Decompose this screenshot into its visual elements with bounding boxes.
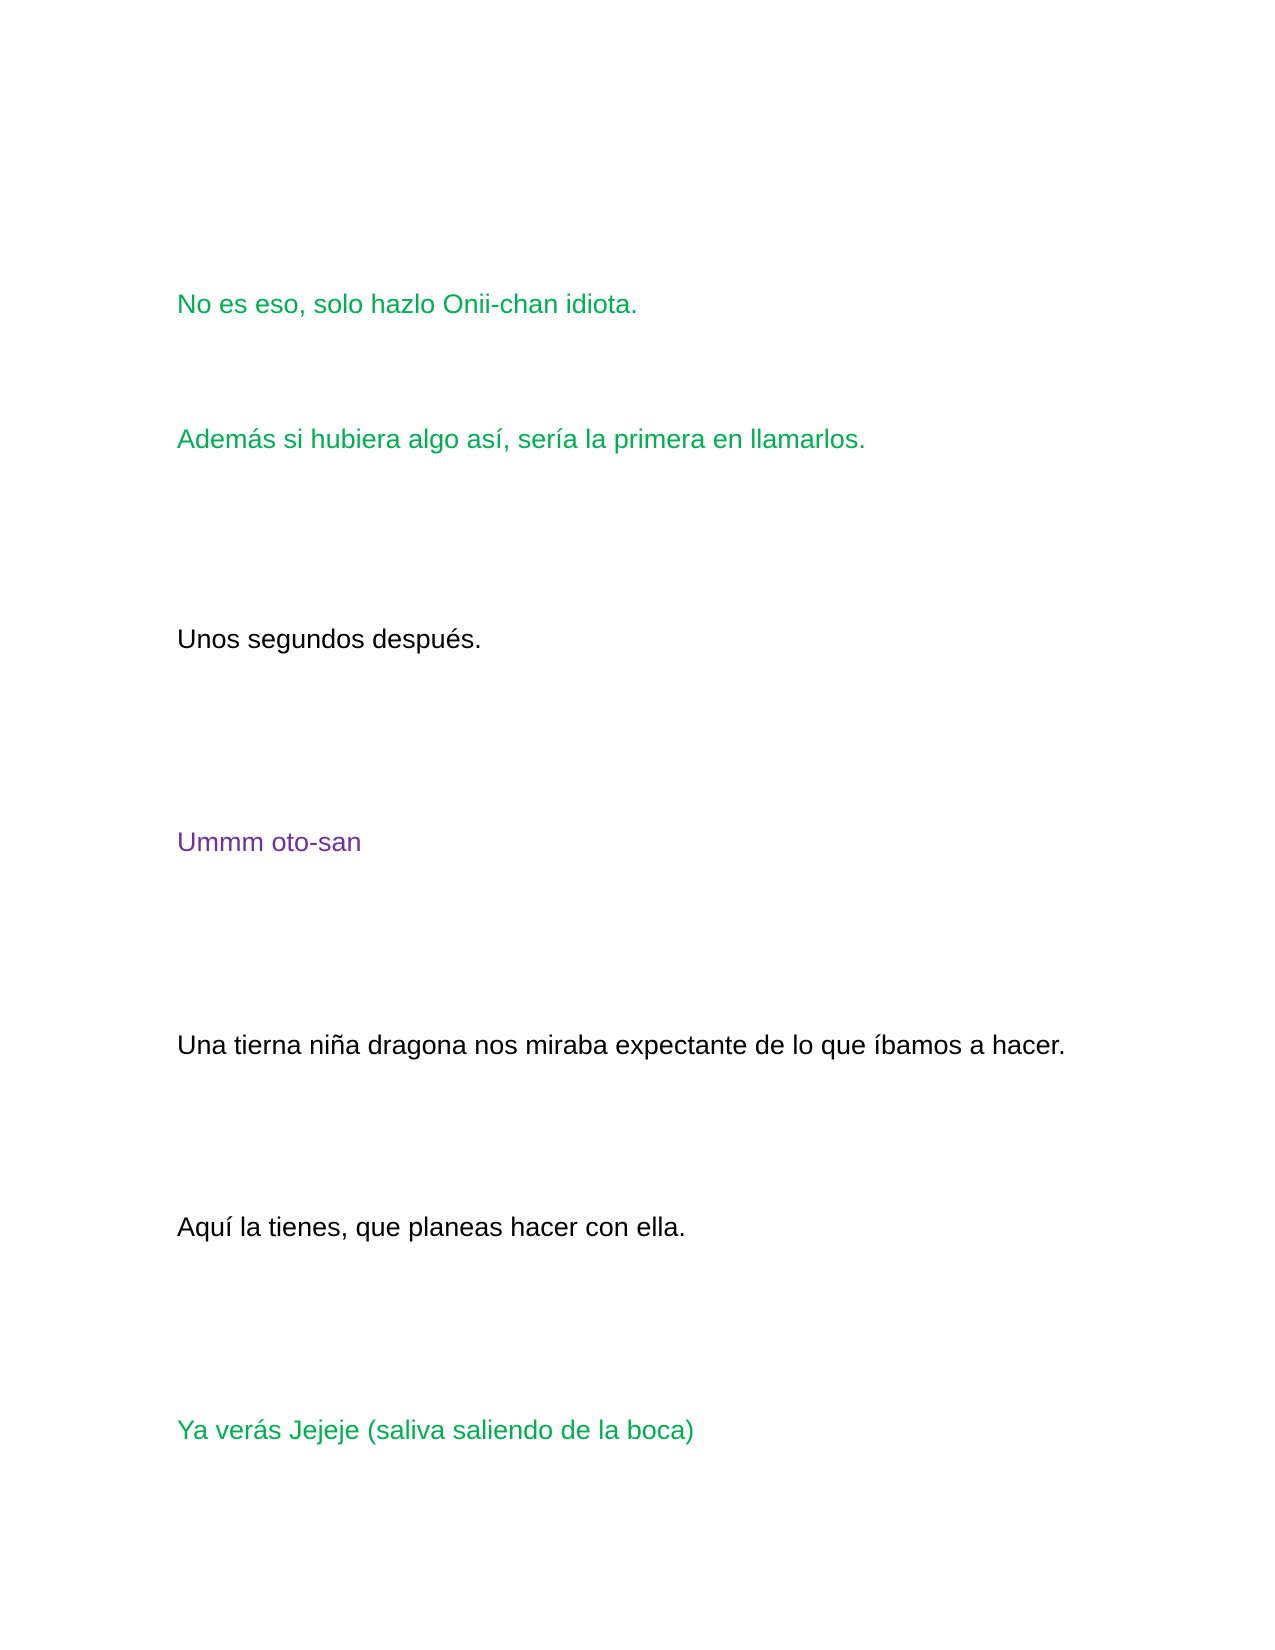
narration-line: Aquí la tienes, que planeas hacer con ella. [177, 1212, 686, 1242]
dialogue-line: No es eso, solo hazlo Onii-chan idiota. [177, 289, 638, 319]
dialogue-line: Ummm oto-san [177, 827, 362, 857]
dialogue-line: Ya verás Jejeje (saliva saliendo de la boca) [177, 1415, 695, 1445]
narration-paragraph: Una tierna niña dragona nos miraba expectante de lo que íbamos a hacer. [177, 1030, 1066, 1060]
dialogue-line: Además si hubiera algo así, sería la primera en llamarlos. [177, 424, 866, 454]
narration-line: Unos segundos después. [177, 624, 482, 654]
